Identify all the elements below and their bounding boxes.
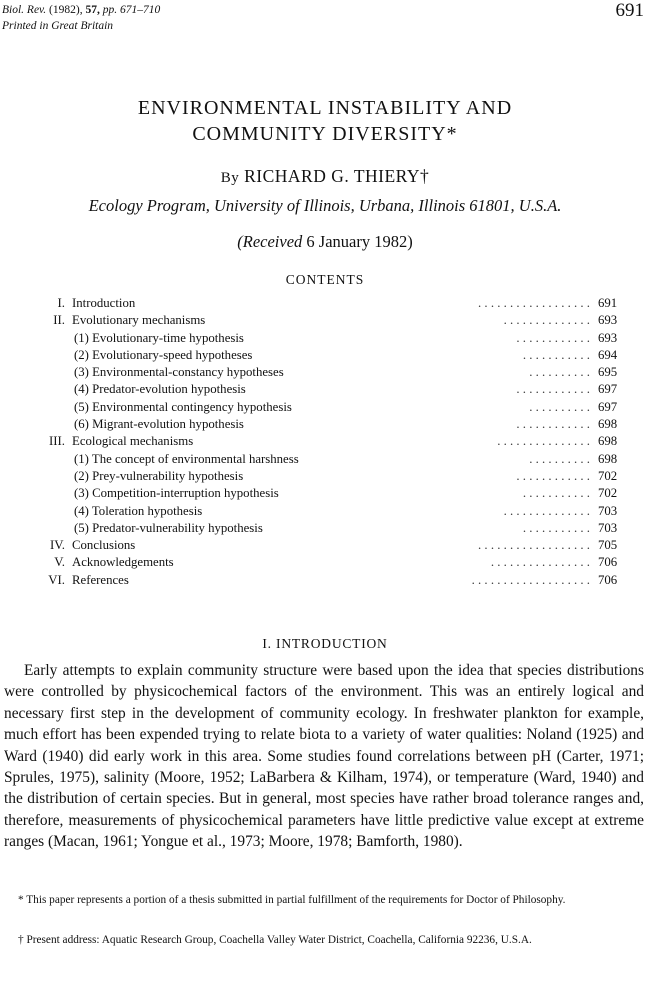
table-of-contents [0, 296, 650, 590]
toc-entry [0, 313, 650, 330]
toc-entry [0, 469, 650, 486]
toc-entry-label: (2) Prey-vulnerability hypothesis [74, 468, 244, 483]
author-line [0, 166, 650, 187]
toc-leader-dots: . . . . . . . . . . . . . . . [497, 434, 590, 449]
toc-entry-label: Ecological mechanisms [72, 434, 194, 449]
toc-leader-dots: . . . . . . . . . . . . . . [503, 313, 590, 328]
toc-leader-dots: . . . . . . . . . . . [522, 486, 590, 501]
toc-leader-dots: . . . . . . . . . . . . . . . . . . . [471, 572, 590, 587]
toc-entry [0, 573, 650, 590]
toc-entry-label: (1) Evolutionary-time hypothesis [74, 330, 244, 345]
toc-entry [0, 382, 650, 399]
toc-leader-dots: . . . . . . . . . . . . [516, 468, 590, 483]
by-label: By [220, 170, 240, 186]
contents-heading: CONTENTS [285, 272, 365, 287]
toc-entry-page: 705 [598, 538, 618, 553]
toc-entry-label: (3) Environmental-constancy hypotheses [74, 365, 284, 380]
received-line [0, 232, 650, 252]
toc-leader-dots: . . . . . . . . . . [529, 399, 590, 414]
toc-entry [0, 555, 650, 572]
toc-entry-page: 694 [598, 347, 618, 362]
toc-entry-number: III. [49, 434, 65, 449]
toc-entry [0, 417, 650, 434]
received-label: (Received [237, 232, 303, 251]
footnote-address [0, 933, 646, 949]
page-range: pp. 671–710 [102, 4, 161, 16]
toc-entry-page: 702 [598, 468, 618, 483]
toc-entry-page: 702 [598, 486, 618, 501]
citation-year: (1982), [49, 4, 83, 16]
toc-leader-dots: . . . . . . . . . . . [522, 520, 590, 535]
footnote-thesis-text: * This paper represents a portion of a thesis submitted in partial fulfillment of the requirements for Doctor of Philosophy. [18, 894, 566, 906]
toc-entry-page: 697 [598, 399, 618, 414]
toc-entry-label: (3) Competition-interruption hypothesis [74, 486, 279, 501]
footnote-thesis [0, 893, 646, 909]
toc-entry-label: (4) Predator-evolution hypothesis [74, 382, 246, 397]
toc-entry [0, 434, 650, 451]
toc-entry-page: 695 [598, 365, 618, 380]
toc-leader-dots: . . . . . . . . . . . . [516, 330, 590, 345]
toc-entry-label: Evolutionary mechanisms [72, 313, 206, 328]
toc-entry [0, 331, 650, 348]
page-number: 691 [615, 0, 644, 21]
toc-leader-dots: . . . . . . . . . . . . [516, 417, 590, 432]
toc-entry-number: V. [54, 555, 65, 570]
toc-leader-dots: . . . . . . . . . . . . . . . . . . [478, 538, 590, 553]
toc-entry-label: (4) Toleration hypothesis [74, 503, 203, 518]
toc-entry [0, 504, 650, 521]
volume-number: 57, [85, 4, 100, 16]
toc-entry-number: II. [53, 313, 65, 328]
toc-leader-dots: . . . . . . . . . . . . . . . . . . [478, 296, 590, 310]
toc-entry-page: 693 [598, 313, 618, 328]
toc-entry [0, 348, 650, 365]
toc-leader-dots: . . . . . . . . . . [529, 451, 590, 466]
toc-entry-label: (1) The concept of environmental harshness [74, 451, 299, 466]
toc-entry-page: 697 [598, 382, 618, 397]
received-date: 6 January 1982) [306, 232, 413, 251]
toc-entry-label: (5) Predator-vulnerability hypothesis [74, 520, 263, 535]
printed-in: Printed in Great Britain [2, 20, 114, 32]
toc-leader-dots: . . . . . . . . . . . . [516, 382, 590, 397]
journal-name: Biol. Rev. [2, 4, 47, 16]
toc-leader-dots: . . . . . . . . . . . . . . [503, 503, 590, 518]
toc-entry-label: Introduction [72, 296, 136, 310]
toc-entry-number: VI. [48, 572, 65, 587]
article-title-line-1: ENVIRONMENTAL INSTABILITY AND [137, 97, 513, 119]
toc-entry-label: (5) Environmental contingency hypothesis [74, 399, 292, 414]
toc-entry-label: Acknowledgements [72, 555, 174, 570]
toc-entry-number: I. [57, 296, 65, 310]
toc-entry-label: (2) Evolutionary-speed hypotheses [74, 347, 253, 362]
toc-entry [0, 296, 650, 313]
toc-entry [0, 452, 650, 469]
section-heading: I. INTRODUCTION [262, 636, 388, 651]
body-text [4, 660, 644, 853]
toc-entry-page: 706 [598, 555, 618, 570]
toc-entry [0, 486, 650, 503]
toc-entry-page: 698 [598, 417, 618, 432]
toc-leader-dots: . . . . . . . . . . [529, 365, 590, 380]
footnote-address-text: † Present address: Aquatic Research Group, Coachella Valley Water District, Coachella, California 92236, U.S.A. [18, 934, 532, 946]
toc-entry [0, 538, 650, 555]
toc-entry-label: Conclusions [72, 538, 136, 553]
toc-entry-page: 703 [598, 520, 618, 535]
article-title-line-2: COMMUNITY DIVERSITY* [192, 123, 458, 145]
running-header [2, 2, 160, 34]
toc-entry-page: 691 [598, 296, 618, 310]
toc-entry [0, 521, 650, 538]
toc-entry-page: 703 [598, 503, 618, 518]
toc-entry-page: 698 [598, 451, 618, 466]
toc-entry-page: 698 [598, 434, 618, 449]
toc-entry-page: 706 [598, 572, 618, 587]
journal-citation [2, 2, 160, 18]
toc-leader-dots: . . . . . . . . . . . [522, 347, 590, 362]
toc-entry [0, 400, 650, 417]
toc-entry-page: 693 [598, 330, 618, 345]
toc-leader-dots: . . . . . . . . . . . . . . . . [490, 555, 590, 570]
author-name: RICHARD G. THIERY† [244, 166, 430, 186]
affiliation: Ecology Program, University of Illinois, Urbana, Illinois 61801, U.S.A. [88, 196, 562, 215]
toc-entry-number: IV. [49, 538, 65, 553]
toc-entry-label: References [72, 572, 129, 587]
toc-entry [0, 365, 650, 382]
toc-entry-label: (6) Migrant-evolution hypothesis [74, 417, 244, 432]
intro-paragraph: Early attempts to explain community structure were based upon the idea that species distributions were controlled by physicochemical factors of the environment. This was an entirely logical and necessary first step in the development of community ecology. In freshwater plankton for example, much effort has been expended trying to relate biota to a variety of water qualities: Noland (1925) and Ward (1940) did early work in this area. Some studies found correlations between pH (Carter, 1971; Sprules, 1975), salinity (Moore, 1952; LaBarbera & Kilham, 1974), or temperature (Ward, 1940) and the distribution of certain species. But in general, most species have rather broad tolerance ranges and, therefore, measurements of physicochemical parameters have little predictive value except at extreme ranges (Macan, 1961; Yongue et al., 1973; Moore, 1978; Bamforth, 1980). [4, 662, 644, 851]
